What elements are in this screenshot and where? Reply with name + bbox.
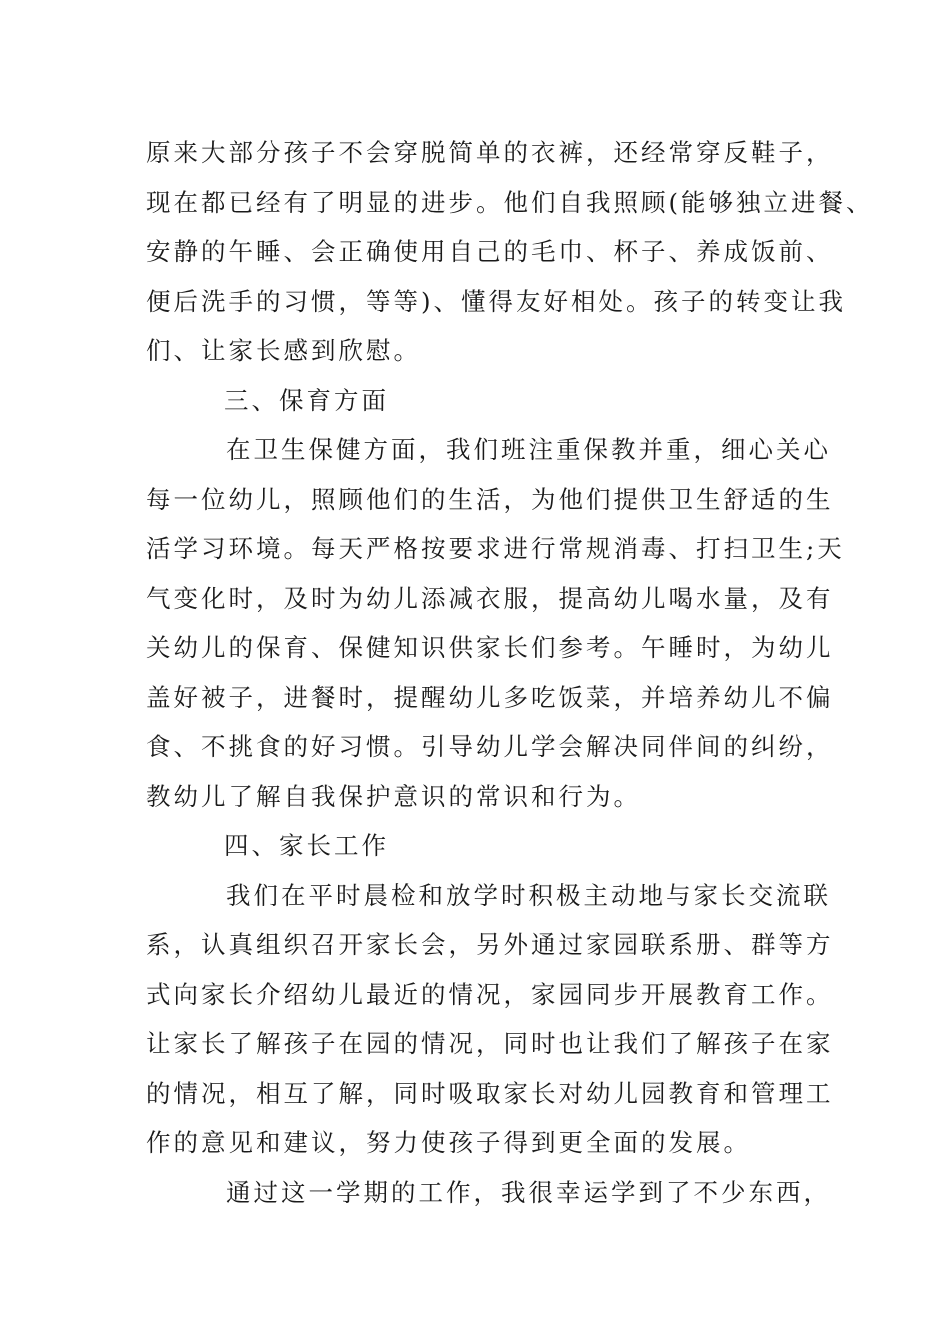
text-line: 关幼儿的保育、保健知识供家长们参考。午睡时，为幼儿 — [146, 633, 834, 662]
document-body — [146, 128, 874, 1217]
text-line: 系，认真组织召开家长会，另外通过家园联系册、群等方 — [146, 930, 834, 959]
text-line: 安静的午睡、会正确使用自己的毛巾、杯子、养成饭前、 — [146, 237, 834, 266]
text-line: 盖好被子，进餐时，提醒幼儿多吃饭菜，并培养幼儿不偏 — [146, 682, 834, 712]
text-line: 的情况，相互了解，同时吸取家长对幼儿园教育和管理工 — [146, 1078, 834, 1108]
section-heading: 三、保育方面 — [224, 385, 389, 415]
paragraph-first-line: 在卫生保健方面，我们班注重保教并重，细心关心 — [226, 435, 831, 464]
text-line: 原来大部分孩子不会穿脱简单的衣裤，还经常穿反鞋子， — [146, 138, 834, 167]
text-line: 活学习环境。每天严格按要求进行常规消毒、打扫卫生;天 — [146, 534, 845, 563]
text-line: 作的意见和建议，努力使孩子得到更全面的发展。 — [146, 1128, 751, 1157]
text-line: 便后洗手的习惯，等等)、懂得友好相处。孩子的转变让我 — [146, 286, 847, 316]
text-line: 式向家长介绍幼儿最近的情况，家园同步开展教育工作。 — [146, 979, 834, 1009]
text-line: 食、不挑食的好习惯。引导幼儿学会解决同伴间的纠纷， — [146, 732, 834, 761]
section-heading: 四、家长工作 — [224, 831, 389, 860]
text-line: 现在都已经有了明显的进步。他们自我照顾(能够独立进餐、 — [146, 187, 874, 217]
text-line: 们、让家长感到欣慰。 — [146, 336, 421, 365]
text-line: 让家长了解孩子在园的情况，同时也让我们了解孩子在家 — [146, 1029, 834, 1058]
paragraph-first-line: 我们在平时晨检和放学时积极主动地与家长交流联 — [226, 880, 831, 910]
text-line: 气变化时，及时为幼儿添减衣服，提高幼儿喝水量，及有 — [146, 583, 834, 613]
text-line: 教幼儿了解自我保护意识的常识和行为。 — [146, 781, 641, 811]
paragraph-first-line: 通过这一学期的工作，我很幸运学到了不少东西， — [226, 1177, 831, 1207]
text-line: 每一位幼儿，照顾他们的生活，为他们提供卫生舒适的生 — [146, 484, 834, 514]
